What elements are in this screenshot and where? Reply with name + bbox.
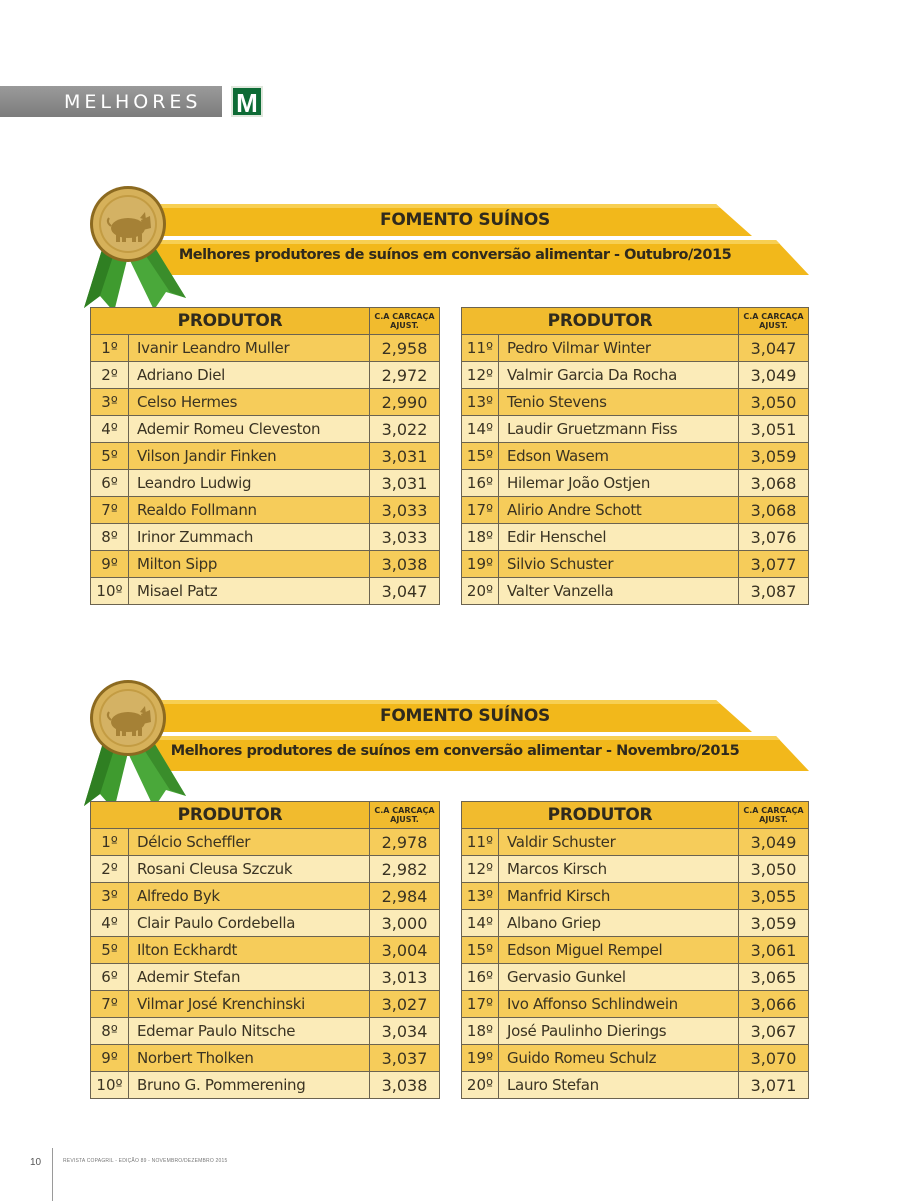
table-row: [462, 1018, 809, 1045]
rank-cell: 10º: [91, 1072, 129, 1099]
ca-value-cell: 2,978: [370, 829, 440, 856]
rank-cell: 14º: [462, 416, 499, 443]
banner-subtitle: Melhores produtores de suínos em conversão alimentar - Outubro/2015: [178, 247, 732, 263]
rank-cell: 10º: [91, 578, 129, 605]
col-header-producer: PRODUTOR: [462, 308, 739, 335]
ca-value-cell: 2,984: [370, 883, 440, 910]
table-row: [462, 937, 809, 964]
table-row: [91, 1072, 440, 1099]
producer-name-cell: Vilson Jandir Finken: [129, 443, 370, 470]
table-row: [462, 1045, 809, 1072]
ca-value-cell: 2,990: [370, 389, 440, 416]
col-header-ca: C.A CARCAÇA AJUST.: [739, 308, 809, 335]
rank-cell: 17º: [462, 991, 499, 1018]
rank-cell: 6º: [91, 964, 129, 991]
ca-value-cell: 3,037: [370, 1045, 440, 1072]
producer-name-cell: Edemar Paulo Nitsche: [129, 1018, 370, 1045]
producer-name-cell: Ivo Affonso Schlindwein: [499, 991, 739, 1018]
producer-name-cell: Ademir Stefan: [129, 964, 370, 991]
ca-value-cell: 3,013: [370, 964, 440, 991]
rank-cell: 17º: [462, 497, 499, 524]
producer-name-cell: Edson Wasem: [499, 443, 739, 470]
section-logo-badge: M: [231, 86, 263, 117]
rank-cell: 7º: [91, 497, 129, 524]
producer-name-cell: Marcos Kirsch: [499, 856, 739, 883]
ca-value-cell: 3,022: [370, 416, 440, 443]
rank-cell: 1º: [91, 829, 129, 856]
producer-name-cell: Ilton Eckhardt: [129, 937, 370, 964]
rank-cell: 12º: [462, 362, 499, 389]
table-row: [462, 335, 809, 362]
producer-name-cell: Leandro Ludwig: [129, 470, 370, 497]
table-row: [91, 362, 440, 389]
rank-cell: 8º: [91, 1018, 129, 1045]
producer-name-cell: Edson Miguel Rempel: [499, 937, 739, 964]
rank-cell: 3º: [91, 389, 129, 416]
table-row: [91, 551, 440, 578]
producer-name-cell: Vilmar José Krenchinski: [129, 991, 370, 1018]
producer-name-cell: Milton Sipp: [129, 551, 370, 578]
table-row: [91, 1045, 440, 1072]
rank-cell: 5º: [91, 937, 129, 964]
table-row: [462, 964, 809, 991]
ca-value-cell: 3,000: [370, 910, 440, 937]
rank-cell: 8º: [91, 524, 129, 551]
producer-name-cell: Clair Paulo Cordebella: [129, 910, 370, 937]
producer-name-cell: Norbert Tholken: [129, 1045, 370, 1072]
rank-cell: 6º: [91, 470, 129, 497]
rank-cell: 7º: [91, 991, 129, 1018]
rank-cell: 4º: [91, 416, 129, 443]
table-row: [91, 829, 440, 856]
ranking-table-right: [461, 801, 809, 1099]
col-header-ca: C.A CARCAÇA AJUST.: [739, 802, 809, 829]
rank-cell: 19º: [462, 1045, 499, 1072]
table-row: [462, 856, 809, 883]
rank-cell: 15º: [462, 937, 499, 964]
producer-name-cell: Manfrid Kirsch: [499, 883, 739, 910]
ca-value-cell: 3,038: [370, 1072, 440, 1099]
ca-value-cell: 3,004: [370, 937, 440, 964]
producer-name-cell: Bruno G. Pommerening: [129, 1072, 370, 1099]
producer-name-cell: Irinor Zummach: [129, 524, 370, 551]
ca-value-cell: 3,034: [370, 1018, 440, 1045]
ranking-table-left: [90, 801, 440, 1099]
table-row: [462, 829, 809, 856]
ca-value-cell: 3,047: [739, 335, 809, 362]
rank-cell: 14º: [462, 910, 499, 937]
section-header-title: MELHORES: [64, 91, 202, 113]
producer-name-cell: Valmir Garcia Da Rocha: [499, 362, 739, 389]
producer-name-cell: Délcio Scheffler: [129, 829, 370, 856]
producer-name-cell: Valter Vanzella: [499, 578, 739, 605]
producer-name-cell: Ademir Romeu Cleveston: [129, 416, 370, 443]
ca-value-cell: 3,065: [739, 964, 809, 991]
producer-name-cell: Rosani Cleusa Szczuk: [129, 856, 370, 883]
section-banner: [0, 672, 900, 812]
rank-cell: 2º: [91, 856, 129, 883]
ca-value-cell: 3,071: [739, 1072, 809, 1099]
producer-name-cell: José Paulinho Dierings: [499, 1018, 739, 1045]
table-row: [462, 1072, 809, 1099]
rank-cell: 18º: [462, 1018, 499, 1045]
producer-name-cell: Alirio Andre Schott: [499, 497, 739, 524]
rank-cell: 1º: [91, 335, 129, 362]
banner-title: FOMENTO SUÍNOS: [380, 210, 550, 230]
ca-value-cell: 3,050: [739, 856, 809, 883]
rank-cell: 16º: [462, 964, 499, 991]
rank-cell: 16º: [462, 470, 499, 497]
ca-value-cell: 3,076: [739, 524, 809, 551]
producer-name-cell: Pedro Vilmar Winter: [499, 335, 739, 362]
ca-value-cell: 3,068: [739, 497, 809, 524]
producer-name-cell: Misael Patz: [129, 578, 370, 605]
table-row: [462, 524, 809, 551]
rank-cell: 9º: [91, 551, 129, 578]
producer-name-cell: Realdo Follmann: [129, 497, 370, 524]
producer-name-cell: Albano Griep: [499, 910, 739, 937]
col-header-ca: C.A CARCAÇA AJUST.: [370, 308, 440, 335]
ca-value-cell: 3,038: [370, 551, 440, 578]
ranking-table-right: [461, 307, 809, 605]
rank-cell: 11º: [462, 829, 499, 856]
table-row: [91, 443, 440, 470]
rank-cell: 20º: [462, 578, 499, 605]
table-row: [91, 416, 440, 443]
table-row: [91, 389, 440, 416]
producer-name-cell: Adriano Diel: [129, 362, 370, 389]
table-row: [91, 856, 440, 883]
ca-value-cell: 3,049: [739, 829, 809, 856]
ca-value-cell: 2,958: [370, 335, 440, 362]
ranking-table-left: [90, 307, 440, 605]
ca-value-cell: 2,982: [370, 856, 440, 883]
rank-cell: 15º: [462, 443, 499, 470]
table-row: [91, 1018, 440, 1045]
rank-cell: 3º: [91, 883, 129, 910]
table-row: [91, 937, 440, 964]
table-row: [462, 991, 809, 1018]
ca-value-cell: 3,049: [739, 362, 809, 389]
ca-value-cell: 3,033: [370, 524, 440, 551]
ca-value-cell: 3,059: [739, 443, 809, 470]
rank-cell: 5º: [91, 443, 129, 470]
ca-value-cell: 3,066: [739, 991, 809, 1018]
table-row: [462, 470, 809, 497]
table-row: [91, 883, 440, 910]
producer-name-cell: Hilemar João Ostjen: [499, 470, 739, 497]
table-row: [462, 362, 809, 389]
page-number: 10: [30, 1157, 42, 1168]
table-row: [462, 551, 809, 578]
banner-subtitle: Melhores produtores de suínos em conversão alimentar - Novembro/2015: [170, 743, 740, 759]
table-row: [462, 443, 809, 470]
producer-name-cell: Celso Hermes: [129, 389, 370, 416]
ca-value-cell: 3,055: [739, 883, 809, 910]
ca-value-cell: 3,031: [370, 470, 440, 497]
rank-cell: 12º: [462, 856, 499, 883]
ca-value-cell: 3,027: [370, 991, 440, 1018]
table-row: [462, 883, 809, 910]
table-row: [91, 991, 440, 1018]
rank-cell: 20º: [462, 1072, 499, 1099]
ca-value-cell: 2,972: [370, 362, 440, 389]
banner-graphic: [0, 672, 900, 812]
col-header-producer: PRODUTOR: [462, 802, 739, 829]
table-row: [91, 497, 440, 524]
table-row: [91, 335, 440, 362]
footer-publication: REVISTA COPAGRIL - EDIÇÃO 89 - NOVEMBRO/DEZEMBRO 2015: [63, 1158, 228, 1164]
ca-value-cell: 3,059: [739, 910, 809, 937]
ca-value-cell: 3,070: [739, 1045, 809, 1072]
rank-cell: 2º: [91, 362, 129, 389]
producer-name-cell: Guido Romeu Schulz: [499, 1045, 739, 1072]
ca-value-cell: 3,051: [739, 416, 809, 443]
table-row: [91, 470, 440, 497]
col-header-ca: C.A CARCAÇA AJUST.: [370, 802, 440, 829]
producer-name-cell: Edir Henschel: [499, 524, 739, 551]
table-row: [91, 910, 440, 937]
ca-value-cell: 3,033: [370, 497, 440, 524]
producer-name-cell: Gervasio Gunkel: [499, 964, 739, 991]
table-row: [462, 416, 809, 443]
ca-value-cell: 3,061: [739, 937, 809, 964]
ca-value-cell: 3,068: [739, 470, 809, 497]
table-row: [462, 389, 809, 416]
producer-name-cell: Lauro Stefan: [499, 1072, 739, 1099]
rank-cell: 9º: [91, 1045, 129, 1072]
producer-name-cell: Valdir Schuster: [499, 829, 739, 856]
section-banner: [0, 180, 900, 320]
producer-name-cell: Ivanir Leandro Muller: [129, 335, 370, 362]
table-row: [462, 578, 809, 605]
ca-value-cell: 3,087: [739, 578, 809, 605]
rank-cell: 18º: [462, 524, 499, 551]
ca-value-cell: 3,067: [739, 1018, 809, 1045]
table-row: [462, 497, 809, 524]
col-header-producer: PRODUTOR: [91, 308, 370, 335]
producer-name-cell: Alfredo Byk: [129, 883, 370, 910]
producer-name-cell: Tenio Stevens: [499, 389, 739, 416]
ca-value-cell: 3,047: [370, 578, 440, 605]
table-row: [91, 964, 440, 991]
col-header-producer: PRODUTOR: [91, 802, 370, 829]
rank-cell: 13º: [462, 389, 499, 416]
footer-divider: [52, 1148, 53, 1201]
rank-cell: 11º: [462, 335, 499, 362]
table-row: [91, 578, 440, 605]
ca-value-cell: 3,077: [739, 551, 809, 578]
rank-cell: 13º: [462, 883, 499, 910]
table-row: [462, 910, 809, 937]
producer-name-cell: Silvio Schuster: [499, 551, 739, 578]
ca-value-cell: 3,031: [370, 443, 440, 470]
rank-cell: 4º: [91, 910, 129, 937]
ca-value-cell: 3,050: [739, 389, 809, 416]
banner-title: FOMENTO SUÍNOS: [380, 706, 550, 726]
table-row: [91, 524, 440, 551]
rank-cell: 19º: [462, 551, 499, 578]
producer-name-cell: Laudir Gruetzmann Fiss: [499, 416, 739, 443]
